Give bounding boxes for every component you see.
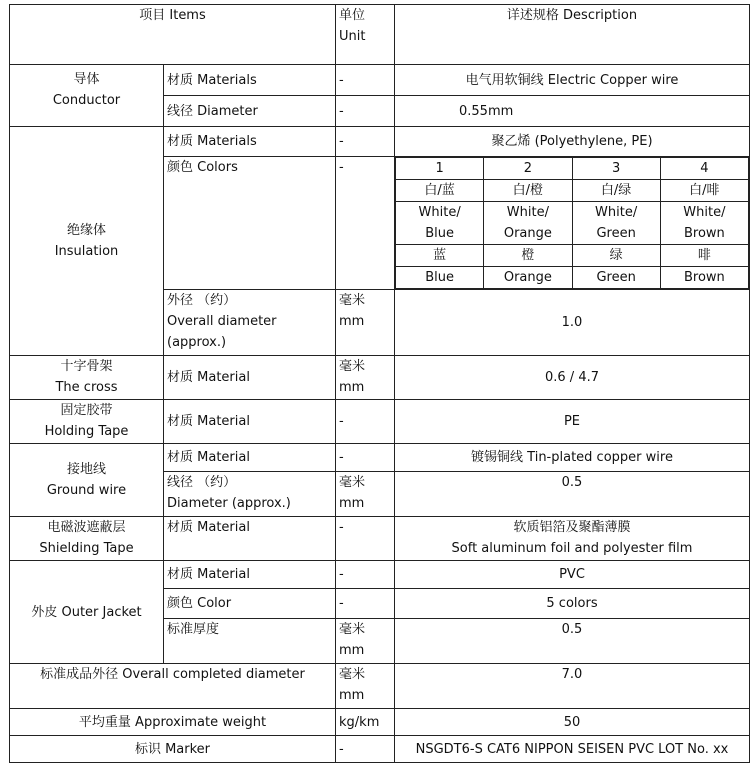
holding-tape-label: 材质 Material xyxy=(164,400,336,444)
conductor-diameter-value: 0.55mm xyxy=(395,96,750,127)
jacket-name: 外皮 Outer Jacket xyxy=(10,561,164,664)
holding-tape-value: PE xyxy=(395,400,750,444)
insulation-material-row xyxy=(10,127,750,157)
holding-tape-unit: - xyxy=(336,400,395,444)
shielding-value: 软质铝箔及聚酯薄膜 Soft aluminum foil and polyester film xyxy=(395,517,750,561)
shielding-name: 电磁波遮蔽层 Shielding Tape xyxy=(10,517,164,561)
conductor-diameter-label: 线径 Diameter xyxy=(164,96,336,127)
header-items: 项目 Items xyxy=(10,5,336,65)
overall-diameter-row xyxy=(10,664,750,709)
conductor-material-label: 材质 Materials xyxy=(164,65,336,96)
pair-number: 4 xyxy=(660,158,748,180)
overall-diameter-unit: 毫米 mm xyxy=(336,664,395,709)
secondary-color-en: Orange xyxy=(484,267,572,289)
jacket-material-value: PVC xyxy=(395,561,750,589)
holding-tape-row xyxy=(10,400,750,444)
ground-wire-material-unit: - xyxy=(336,444,395,472)
shielding-unit: - xyxy=(336,517,395,561)
secondary-color-en: Brown xyxy=(660,267,748,289)
primary-color-en: White/ Brown xyxy=(660,202,748,245)
insulation-od-unit: 毫米 mm xyxy=(336,290,395,356)
ground-wire-diameter-value: 0.5 xyxy=(395,472,750,517)
header-description: 详述规格 Description xyxy=(395,5,750,65)
marker-label: 标识 Marker xyxy=(10,736,336,763)
cable-spec-table xyxy=(9,4,750,763)
weight-label: 平均重量 Approximate weight xyxy=(10,709,336,736)
secondary-color-cn: 橙 xyxy=(484,245,572,267)
ground-wire-diameter-unit: 毫米 mm xyxy=(336,472,395,517)
jacket-color-unit: - xyxy=(336,589,395,619)
primary-color-en: White/ Green xyxy=(572,202,660,245)
secondary-color-cn: 蓝 xyxy=(396,245,484,267)
ground-wire-material-value: 镀锡铜线 Tin-plated copper wire xyxy=(395,444,750,472)
pair-number-row xyxy=(396,158,749,180)
color-pair-table xyxy=(395,157,749,289)
insulation-material-value: 聚乙烯 (Polyethylene, PE) xyxy=(395,127,750,157)
marker-unit: - xyxy=(336,736,395,763)
conductor-diameter-unit: - xyxy=(336,96,395,127)
conductor-name: 导体 Conductor xyxy=(10,65,164,127)
insulation-colors-label: 颜色 Colors xyxy=(164,157,336,290)
ground-wire-material-row xyxy=(10,444,750,472)
weight-row xyxy=(10,709,750,736)
jacket-thickness-unit: 毫米 mm xyxy=(336,619,395,664)
insulation-od-label: 外径 （约） Overall diameter (approx.) xyxy=(164,290,336,356)
jacket-thickness-label: 标准厚度 xyxy=(164,619,336,664)
secondary-color-en-row xyxy=(396,267,749,289)
primary-color-en: White/ Orange xyxy=(484,202,572,245)
holding-tape-name: 固定胶带 Holding Tape xyxy=(10,400,164,444)
weight-unit: kg/km xyxy=(336,709,395,736)
secondary-color-en: Green xyxy=(572,267,660,289)
pair-number: 2 xyxy=(484,158,572,180)
jacket-thickness-value: 0.5 xyxy=(395,619,750,664)
conductor-material-unit: - xyxy=(336,65,395,96)
ground-wire-name: 接地线 Ground wire xyxy=(10,444,164,517)
insulation-material-label: 材质 Materials xyxy=(164,127,336,157)
shielding-label: 材质 Material xyxy=(164,517,336,561)
marker-value: NSGDT6-S CAT6 NIPPON SEISEN PVC LOT No. xx xyxy=(395,736,750,763)
cross-row xyxy=(10,356,750,400)
cross-value: 0.6 / 4.7 xyxy=(395,356,750,400)
jacket-material-unit: - xyxy=(336,561,395,589)
cross-name: 十字骨架 The cross xyxy=(10,356,164,400)
secondary-color-cn-row xyxy=(396,245,749,267)
primary-color-cn: 白/橙 xyxy=(484,180,572,202)
primary-color-cn-row xyxy=(396,180,749,202)
shielding-row xyxy=(10,517,750,561)
jacket-material-label: 材质 Material xyxy=(164,561,336,589)
header-unit: 单位 Unit xyxy=(336,5,395,65)
overall-diameter-label: 标准成品外径 Overall completed diameter xyxy=(10,664,336,709)
header-row xyxy=(10,5,750,65)
pair-number: 1 xyxy=(396,158,484,180)
overall-diameter-value: 7.0 xyxy=(395,664,750,709)
conductor-material-value: 电气用软铜线 Electric Copper wire xyxy=(395,65,750,96)
insulation-od-value: 1.0 xyxy=(395,290,750,356)
insulation-colors-unit: - xyxy=(336,157,395,290)
marker-row xyxy=(10,736,750,763)
pair-number: 3 xyxy=(572,158,660,180)
secondary-color-cn: 绿 xyxy=(572,245,660,267)
primary-color-en-row xyxy=(396,202,749,245)
cross-unit: 毫米 mm xyxy=(336,356,395,400)
secondary-color-en: Blue xyxy=(396,267,484,289)
cross-label: 材质 Material xyxy=(164,356,336,400)
insulation-colors-cell xyxy=(395,157,750,290)
insulation-material-unit: - xyxy=(336,127,395,157)
insulation-name: 绝缘体 Insulation xyxy=(10,127,164,356)
jacket-color-value: 5 colors xyxy=(395,589,750,619)
conductor-material-row xyxy=(10,65,750,96)
weight-value: 50 xyxy=(395,709,750,736)
primary-color-cn: 白/绿 xyxy=(572,180,660,202)
jacket-material-row xyxy=(10,561,750,589)
secondary-color-cn: 啡 xyxy=(660,245,748,267)
primary-color-cn: 白/蓝 xyxy=(396,180,484,202)
primary-color-en: White/ Blue xyxy=(396,202,484,245)
jacket-color-label: 颜色 Color xyxy=(164,589,336,619)
primary-color-cn: 白/啡 xyxy=(660,180,748,202)
ground-wire-diameter-label: 线径 （约） Diameter (approx.) xyxy=(164,472,336,517)
ground-wire-material-label: 材质 Material xyxy=(164,444,336,472)
